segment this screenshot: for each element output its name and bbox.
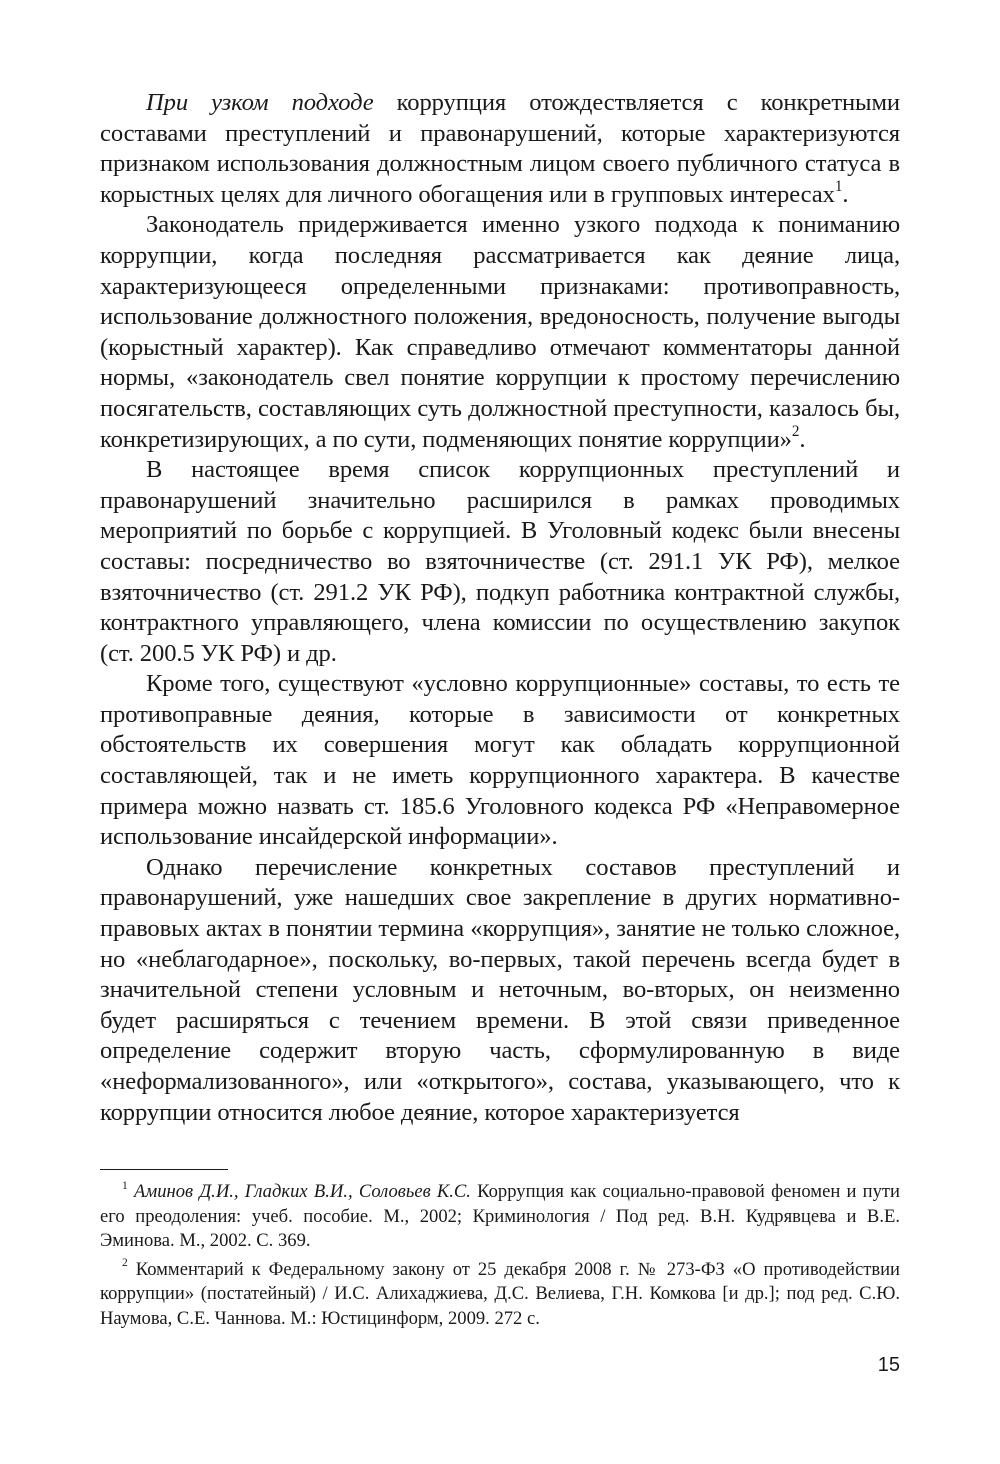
footnotes (100, 1180, 900, 1336)
footnote-2-text: Комментарий к Федеральному закону от 25 декабря 2008 г. № 273-ФЗ «О противодействии коррупции» (постатейный) / И.С. Алихаджиева, Д.С. Велиева, Г.Н. Комкова [и др.]; под ред. С.Ю. Наумова, С.Е. Чаннова. М.: Юстицинформ, 2009. 272 с. (100, 1258, 900, 1329)
footnote-ref-1[interactable]: 1 (834, 178, 843, 196)
footnote-number: 1 (122, 1179, 128, 1192)
paragraph-2 (100, 210, 900, 455)
paragraph-1-text: коррупция отождествляется с конкретными составами преступлений и правонарушений, которые характеризуются признаком использования должностным лицом своего публичного статуса в корыстных целях для личного обогащения или в групповых интересах (100, 89, 900, 208)
footnote-ref-2[interactable]: 2 (791, 422, 800, 440)
footnote-number: 2 (122, 1257, 128, 1270)
footnote-1-text: Коррупция как социально-правовой феномен и пути его преодоления: учеб. пособие. М., 2002; Криминология / Под ред. В.Н. Кудрявцева и В.Е. Эминова. М., 2002. С. 369. (100, 1181, 900, 1252)
paragraph-1-tail: . (842, 180, 849, 208)
main-text (100, 88, 900, 1128)
footnote-separator (100, 1169, 228, 1170)
paragraph-3: В настоящее время список коррупционных преступлений и правонарушений значительно расширился в рамках проводимых мероприятий по борьбе с коррупцией. В Уголовный кодекс были внесены составы: посредничество во взяточничестве (ст. 291.1 УК РФ), мелкое взяточничество (ст. 291.2 УК РФ), подкуп работника контрактной службы, контрактного управляющего, члена комиссии по осуществлению закупок (ст. 200.5 УК РФ) и др. (100, 456, 900, 667)
paragraph-4: Кроме того, существуют «условно коррупционные» составы, то есть те противоправные деяния, которые в зависимости от конкретных обстоятельств их совершения могут как обладать коррупционной составляющей, так и не иметь коррупционного характера. В качестве примера можно назвать ст. 185.6 Уголовного кодекса РФ «Неправомерное использование инсайдерской информации». (100, 670, 900, 851)
page-number: 15 (877, 1354, 900, 1376)
footnote-1 (100, 1180, 900, 1254)
footnote-1-authors: Аминов Д.И., Гладких В.И., Соловьев К.С. (134, 1181, 471, 1202)
paragraph-2-text: Законодатель придерживается именно узкого подхода к пониманию коррупции, когда последняя рассматривается как деяние лица, характеризующееся определенными признаками: противоправность, использование должностного положения, вредоносность, получение выгоды (корыстный характер). Как справедливо отмечают комментаторы данной нормы, «законодатель свел понятие коррупции к простому перечислению посягательств, составляющих суть должностной преступности, казалось бы, конкретизирующих, а по сути, подменяющих понятие коррупции» (100, 211, 900, 453)
paragraph-1 (100, 88, 900, 210)
italic-lead-phrase: При узком подходе (146, 89, 374, 116)
footnote-2 (100, 1258, 900, 1332)
paragraph-5: Однако перечисление конкретных составов преступлений и правонарушений, уже нашедших свое закрепление в других нормативно-правовых актах в понятии термина «коррупция», занятие не только сложное, но «неблагодарное», поскольку, во-первых, такой перечень всегда будет в значительной степени условным и неточным, во-вторых, он неизменно будет расширяться с течением времени. В этой связи приведенное определение содержит вторую часть, сформулированную в виде «неформализованного», или «открытого», состава, указывающего, что к коррупции относится любое деяние, которое характеризуется (100, 853, 900, 1126)
paragraph-2-tail: . (799, 425, 806, 453)
